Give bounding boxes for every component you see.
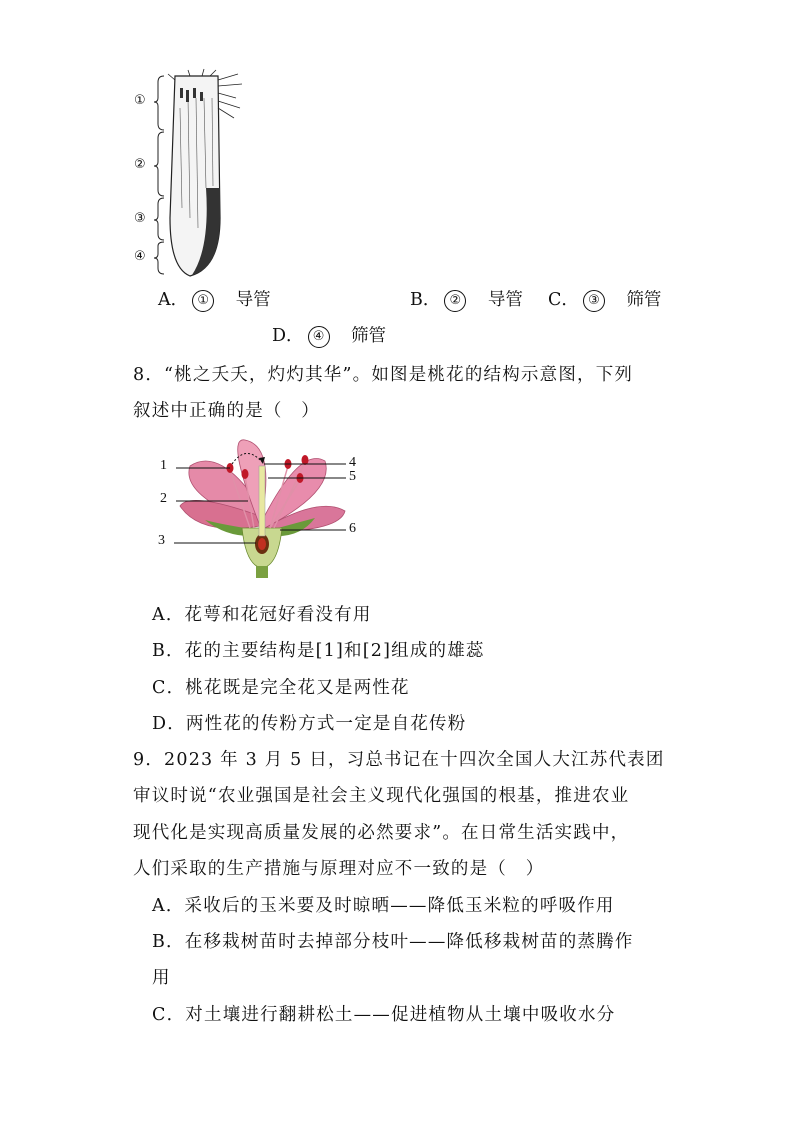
option-text: 筛管: [351, 326, 387, 346]
zone-label-2: ②: [134, 157, 146, 172]
zone-label-3: ③: [134, 211, 146, 226]
option-number: ③: [583, 290, 605, 312]
q8-option-b: B．花的主要结构是[1]和[2]组成的雄蕊: [152, 641, 485, 661]
flower-label-3: 3: [158, 533, 165, 548]
q9-option-b-cont: 用: [152, 968, 171, 988]
option-letter: A．: [158, 290, 189, 310]
option-number: ②: [444, 290, 466, 312]
option-number: ①: [192, 290, 214, 312]
root-tip-figure: [130, 68, 250, 280]
q9-stem-line2: 审议时说“农业强国是社会主义现代化强国的根基，推进农业: [133, 786, 630, 806]
option-letter: D．: [272, 326, 304, 346]
option-letter: C．: [548, 290, 579, 310]
q8-option-a: A．花萼和花冠好看没有用: [152, 605, 372, 625]
zone-label-1: ①: [134, 93, 146, 108]
q8-stem-line2: 叙述中正确的是（ ）: [133, 401, 320, 421]
flower-label-5: 5: [349, 469, 356, 484]
flower-drawing: [150, 436, 370, 582]
q9-stem-line4: 人们采取的生产措施与原理对应不一致的是（ ）: [133, 859, 545, 879]
option-text: 导管: [487, 290, 523, 310]
q8-option-d: D．两性花的传粉方式一定是自花传粉: [152, 714, 467, 734]
q9-option-c: C．对土壤进行翻耕松土——促进植物从土壤中吸收水分: [152, 1005, 616, 1025]
q7-option-d: [272, 324, 386, 348]
peach-flower-figure: [150, 436, 370, 582]
q7-option-b: [410, 288, 523, 312]
q9-option-b: B．在移栽树苗时去掉部分枝叶——降低移栽树苗的蒸腾作: [152, 932, 634, 952]
q9-stem-line1: 9．2023 年 3 月 5 日，习总书记在十四次全国人大江苏代表团: [133, 750, 665, 770]
q9-option-a: A．采收后的玉米要及时晾晒——降低玉米粒的呼吸作用: [152, 896, 615, 916]
flower-label-2: 2: [160, 491, 167, 506]
option-letter: B．: [410, 290, 441, 310]
option-text: 导管: [235, 290, 271, 310]
option-number: ④: [308, 326, 330, 348]
q7-option-c: [548, 288, 661, 312]
flower-label-4: 4: [349, 455, 356, 470]
root-tip-drawing: [130, 68, 250, 280]
q9-stem-line3: 现代化是实现高质量发展的必然要求”。在日常生活实践中，: [133, 823, 630, 843]
option-text: 筛管: [626, 290, 662, 310]
flower-label-6: 6: [349, 521, 356, 536]
q7-option-a: [158, 288, 271, 312]
zone-label-4: ④: [134, 249, 146, 264]
flower-label-1: 1: [160, 458, 167, 473]
q8-option-c: C．桃花既是完全花又是两性花: [152, 678, 410, 698]
q8-stem-line1: 8．“桃之夭夭，灼灼其华”。如图是桃花的结构示意图，下列: [133, 365, 634, 385]
